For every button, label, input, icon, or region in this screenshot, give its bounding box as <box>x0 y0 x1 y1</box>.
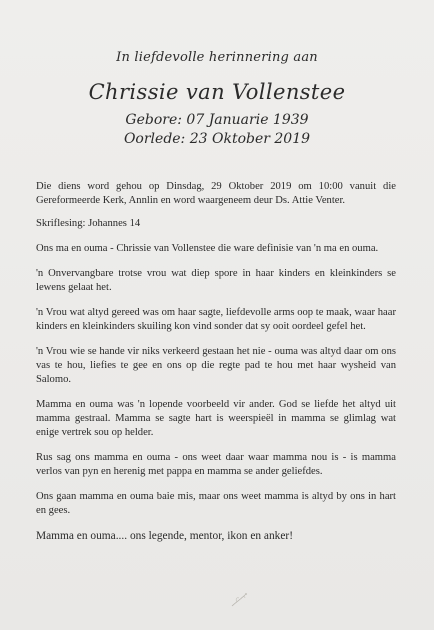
paragraph-hands: 'n Vrou wie se hande vir niks verkeerd gestaan het nie - ouma was altyd daar om ons vas te hou, liefies te gee en ons op die regte pad te hou met haar wysheid van Salomo. <box>36 346 396 385</box>
birth-date: Gebore: 07 Januarie 1939 <box>125 112 309 128</box>
deceased-name: Chrissie van Vollenstee <box>88 80 346 104</box>
scripture-reading: Skriflesing: Johannes 14 <box>36 218 141 229</box>
paragraph-irreplaceable: 'n Onvervangbare trotse vrou wat diep spore in haar kinders en kleinkinders se lewens gelaat het. <box>36 268 396 293</box>
body-text <box>36 180 396 554</box>
death-date: Oorlede: 23 Oktober 2019 <box>123 131 311 147</box>
paragraph-rest: Rus sag ons mamma en ouma - ons weet daar waar mamma nou is - is mamma verlos van pyn en herenig met pappa en mamma se ander geliefdes. <box>36 452 396 477</box>
paragraph-miss: Ons gaan mamma en ouma baie mis, maar ons weet mamma is altyd by ons in hart en gees. <box>36 491 396 516</box>
closing-line: Mamma en ouma.... ons legende, mentor, ikon en anker! <box>36 530 294 542</box>
service-details: Die diens word gehou op Dinsdag, 29 Oktober 2019 om 10:00 vanuit die Gereformeerde Kerk, Annlin en word waargeneem deur Ds. Attie Venter. <box>36 181 396 206</box>
paragraph-tribute: Ons ma en ouma - Chrissie van Vollenstee die ware definisie van 'n ma en ouma. <box>36 243 379 254</box>
paragraph-example: Mamma en ouma was 'n lopende voorbeeld vir ander. God se liefde het altyd uit mamma gestraal. Mamma se sagte hart is weerspieël in mamma se glimlag wat enige vertrek sou op helder. <box>36 399 396 438</box>
floral-ornament-icon <box>228 588 250 610</box>
intro-line: In liefdevolle herinnering aan <box>116 50 318 65</box>
paragraph-arms: 'n Vrou wat altyd gereed was om haar sagte, liefdevolle arms oop te maak, waar haar kinders en kleinkinders skuiling kon vind sonder dat sy ooit oordeel gefel het. <box>36 307 396 332</box>
